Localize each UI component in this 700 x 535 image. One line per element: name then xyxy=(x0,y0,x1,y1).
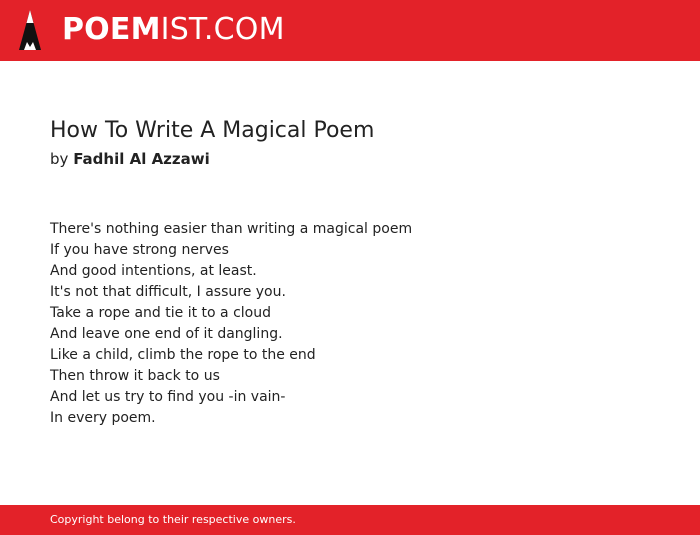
poem-line: And leave one end of it dangling. xyxy=(50,326,283,342)
poem-line: And good intentions, at least. xyxy=(50,263,257,279)
header-bar xyxy=(0,0,700,61)
poem-title: How To Write A Magical Poem xyxy=(50,118,375,143)
poem-line: Take a rope and tie it to a cloud xyxy=(50,305,271,321)
site-name xyxy=(62,9,285,51)
poem-line: It's not that difficult, I assure you. xyxy=(50,284,286,300)
poem-line: In every poem. xyxy=(50,410,156,426)
poem-author[interactable]: Fadhil Al Azzawi xyxy=(73,150,210,168)
site-name-bold: POEM xyxy=(62,12,161,47)
poem-line: And let us try to find you -in vain- xyxy=(50,389,286,405)
site-name-light: IST.COM xyxy=(160,12,285,47)
site-logo[interactable] xyxy=(18,9,285,51)
poem-line: There's nothing easier than writing a magical poem xyxy=(50,221,413,237)
poem-line: If you have strong nerves xyxy=(50,242,229,258)
poem-body xyxy=(50,219,412,429)
pen-nib-icon xyxy=(18,9,42,51)
poem-byline xyxy=(50,148,210,170)
poem-line: Like a child, climb the rope to the end xyxy=(50,347,316,363)
byline-label: by xyxy=(50,150,69,168)
poem-line: Then throw it back to us xyxy=(50,368,220,384)
footer-bar xyxy=(0,505,700,535)
copyright-notice: Copyright belong to their respective owners. xyxy=(50,513,296,526)
